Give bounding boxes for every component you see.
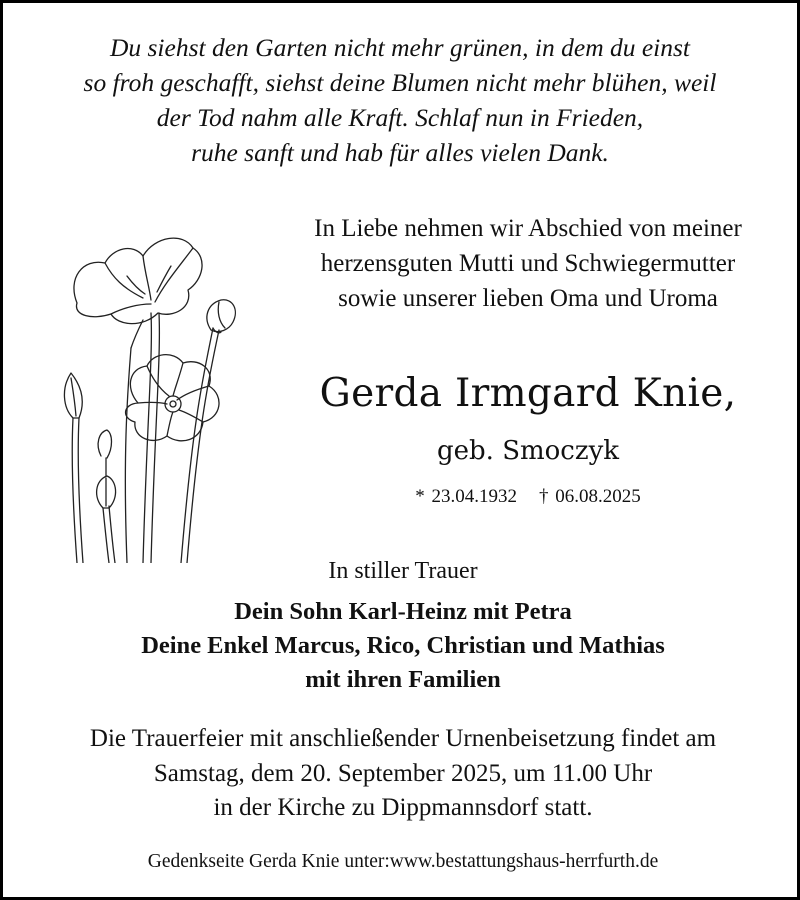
maiden-name: geb. Smoczyk [436,436,620,466]
intro-line: In Liebe nehmen wir Abschied von meiner [314,215,742,242]
death-date: † 06.08.2025 [539,486,641,507]
deceased-name: Gerda Irmgard Knie, [319,371,737,416]
ceremony-line: Samstag, dem 20. September 2025, um 11.00 Uhr [153,759,653,787]
ceremony-line: Die Trauerfeier mit anschließender Urnenbeisetzung findet am [89,725,717,752]
memorial-page-link: Gedenkseite Gerda Knie unter:www.bestattungshaus-herrfurth.de [147,851,659,872]
poem-line: Du siehst den Garten nicht mehr grünen, in dem du einst [109,33,691,62]
poem-line: der Tod nahm alle Kraft. Schlaf nun in Frieden, [156,103,644,132]
poem-line: ruhe sanft und hab für alles vielen Dank. [191,138,609,167]
ceremony-line: in der Kirche zu Dippmannsdorf statt. [213,794,593,821]
intro-line: herzensguten Mutti und Schwiegermutter [320,250,736,277]
memorial-poem [3,30,797,170]
life-dates [273,485,783,509]
poem-line: so froh geschafft, siehst deine Blumen nicht mehr blühen, weil [83,68,717,97]
intro-line: sowie unserer lieben Oma und Uroma [338,285,718,312]
birth-date: * 23.04.1932 [415,486,517,507]
poppy-illustration-icon [43,218,283,563]
farewell-intro [273,211,783,316]
ceremony-info [3,722,800,826]
mourner-line: mit ihren Familien [305,666,501,693]
mourning-label: In stiller Trauer [328,558,478,584]
mourner-line: Dein Sohn Karl-Heinz mit Petra [234,598,572,625]
mourner-line: Deine Enkel Marcus, Rico, Christian und Mathias [141,632,665,659]
mourners-list [3,595,800,697]
